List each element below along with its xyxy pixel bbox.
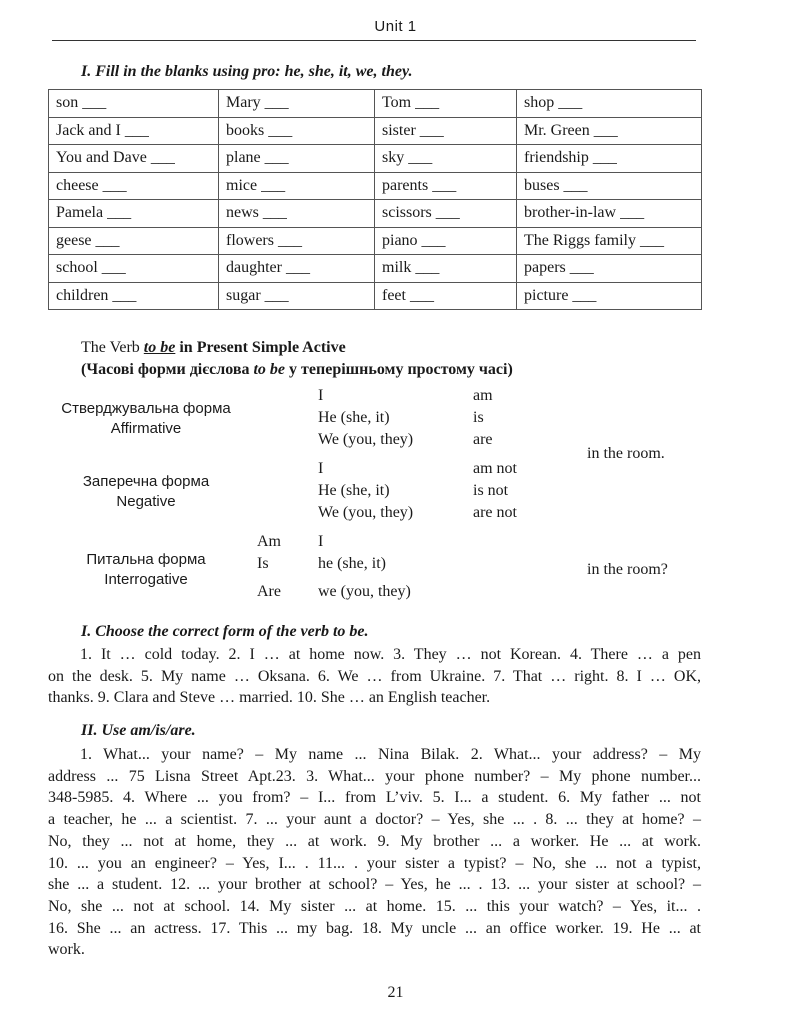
table-cell: scissors ___ bbox=[375, 200, 517, 228]
table-cell: plane ___ bbox=[219, 145, 375, 173]
exercise1-line: thanks. 9. Clara and Steve … married. 10. She … an English teacher. bbox=[48, 689, 491, 707]
interrogative-pronoun: I bbox=[318, 533, 324, 550]
pronoun-exercise-table bbox=[48, 89, 702, 310]
grammar-title bbox=[81, 339, 346, 357]
table-cell: sky ___ bbox=[375, 145, 517, 173]
running-header: Unit 1 bbox=[374, 18, 417, 35]
table-cell: papers ___ bbox=[517, 255, 702, 283]
exercise2-line: she ... a student. 12. ... your brother at school? – Yes, he ... . 13. ... your sister at school? – bbox=[48, 876, 701, 894]
task1-title: I. Fill in the blanks using pro: he, she, it, we, they. bbox=[81, 63, 413, 80]
interrogative-name-en: Interrogative bbox=[104, 571, 188, 588]
interrogative-verb: Am bbox=[257, 533, 281, 550]
header-rule bbox=[52, 40, 696, 41]
table-cell: parents ___ bbox=[375, 172, 517, 200]
interrogative-name-ua: Питальна форма bbox=[86, 551, 206, 568]
negative-name-ua: Заперечна форма bbox=[82, 473, 210, 490]
affirmative-pronoun: He (she, it) bbox=[318, 409, 390, 426]
table-cell: school ___ bbox=[49, 255, 219, 283]
table-row bbox=[49, 255, 702, 283]
table-cell: Mr. Green ___ bbox=[517, 117, 702, 145]
table-cell: books ___ bbox=[219, 117, 375, 145]
negative-verb: is not bbox=[473, 482, 509, 499]
exercise1-title: I. Choose the correct form of the verb to be. bbox=[81, 623, 369, 640]
exercise2-line: 10. ... you an engineer? – Yes, I... . 11... . your sister a typist? – No, she ... not a typist, bbox=[48, 854, 701, 872]
table-cell: shop ___ bbox=[517, 90, 702, 118]
negative-verb: are not bbox=[473, 504, 517, 521]
negative-form-name bbox=[46, 472, 246, 512]
exercise1-line: 1. It … cold today. 2. I … at home now. 3. They … not Korean. 4. There … a pen bbox=[80, 646, 701, 663]
table-cell: The Riggs family ___ bbox=[517, 227, 702, 255]
exercise2-line: 16. She ... an actress. 17. This ... my bag. 18. My uncle ... an office worker. 19. He ... at bbox=[48, 919, 701, 937]
grammar-title-prefix: The Verb bbox=[81, 339, 144, 356]
exercise2-text bbox=[48, 744, 701, 961]
table-cell: You and Dave ___ bbox=[49, 145, 219, 173]
exercise1-line: on the desk. 5. My name … Oksana. 6. We … from Ukraine. 7. That … right. 8. I … OK, bbox=[48, 667, 701, 685]
affirmative-pronoun: We (you, they) bbox=[318, 431, 414, 448]
affirmative-name-en: Affirmative bbox=[110, 420, 182, 437]
affirmative-verb: is bbox=[473, 409, 484, 426]
table-cell: Pamela ___ bbox=[49, 200, 219, 228]
interrogative-pronoun: he (she, it) bbox=[318, 555, 386, 572]
table-cell: feet ___ bbox=[375, 282, 517, 310]
table-cell: Tom ___ bbox=[375, 90, 517, 118]
table-cell: sister ___ bbox=[375, 117, 517, 145]
table-cell: sugar ___ bbox=[219, 282, 375, 310]
table-cell: daughter ___ bbox=[219, 255, 375, 283]
interrogative-form-name bbox=[46, 550, 246, 590]
negative-verb: am not bbox=[473, 460, 517, 477]
grammar-subtitle bbox=[81, 361, 513, 379]
table-cell: Jack and I ___ bbox=[49, 117, 219, 145]
exercise2-line: No, she ... not at school. 14. My sister ... at home. 15. ... this your watch? – Yes, it... . bbox=[48, 897, 701, 915]
table-row bbox=[49, 172, 702, 200]
negative-name-en: Negative bbox=[116, 493, 176, 510]
table-cell: news ___ bbox=[219, 200, 375, 228]
affirmative-form-name bbox=[46, 399, 246, 439]
table-row bbox=[49, 117, 702, 145]
grammar-subtitle-keyword: to be bbox=[253, 361, 286, 378]
table-row bbox=[49, 90, 702, 118]
question-ending: in the room? bbox=[587, 561, 668, 578]
table-cell: picture ___ bbox=[517, 282, 702, 310]
negative-pronoun: He (she, it) bbox=[318, 482, 390, 499]
table-cell: buses ___ bbox=[517, 172, 702, 200]
exercise2-line: No, they ... not at home, they ... at work. 9. My brother ... a worker. He ... at work. bbox=[48, 832, 701, 850]
table-cell: mice ___ bbox=[219, 172, 375, 200]
affirmative-verb: are bbox=[473, 431, 493, 448]
table-cell: Mary ___ bbox=[219, 90, 375, 118]
negative-pronoun: We (you, they) bbox=[318, 504, 414, 521]
statement-ending: in the room. bbox=[587, 445, 665, 462]
affirmative-verb: am bbox=[473, 387, 493, 404]
exercise2-line: address ... 75 Lisna Street Apt.23. 3. What... your phone number? – My phone number... bbox=[48, 767, 701, 785]
table-cell: children ___ bbox=[49, 282, 219, 310]
table-row bbox=[49, 200, 702, 228]
table-row bbox=[49, 145, 702, 173]
interrogative-pronoun: we (you, they) bbox=[318, 583, 411, 600]
table-cell: friendship ___ bbox=[517, 145, 702, 173]
page-number: 21 bbox=[387, 984, 404, 1001]
exercise2-line: 348-5985. 4. Where ... you from? – I... from L’viv. 5. I... a student. 6. My father ... not bbox=[48, 789, 701, 807]
exercise2-line: work. bbox=[48, 941, 85, 959]
grammar-subtitle-prefix: (Часові форми дієслова bbox=[81, 361, 254, 378]
table-cell: flowers ___ bbox=[219, 227, 375, 255]
table-cell: piano ___ bbox=[375, 227, 517, 255]
table-cell: cheese ___ bbox=[49, 172, 219, 200]
grammar-title-suffix: in Present Simple Active bbox=[175, 339, 346, 356]
interrogative-verb: Is bbox=[257, 555, 269, 572]
exercise2-line: a teacher, he ... a scientist. 7. ... your aunt a doctor? – Yes, she ... . 8. ... they at home? – bbox=[48, 811, 701, 829]
grammar-subtitle-suffix: у теперішньому простому часі) bbox=[285, 361, 513, 378]
table-cell: son ___ bbox=[49, 90, 219, 118]
table-cell: geese ___ bbox=[49, 227, 219, 255]
affirmative-pronoun: I bbox=[318, 387, 324, 404]
exercise2-line: 1. What... your name? – My name ... Nina Bilak. 2. What... your address? – My bbox=[80, 746, 701, 763]
table-cell: brother-in-law ___ bbox=[517, 200, 702, 228]
table-row bbox=[49, 282, 702, 310]
interrogative-verb: Are bbox=[257, 583, 281, 600]
table-cell: milk ___ bbox=[375, 255, 517, 283]
exercise2-title: II. Use am/is/are. bbox=[81, 722, 196, 739]
grammar-title-keyword: to be bbox=[143, 339, 176, 356]
exercise1-text bbox=[48, 644, 701, 709]
affirmative-name-ua: Стверджувальна форма bbox=[61, 400, 231, 417]
table-row bbox=[49, 227, 702, 255]
negative-pronoun: I bbox=[318, 460, 324, 477]
